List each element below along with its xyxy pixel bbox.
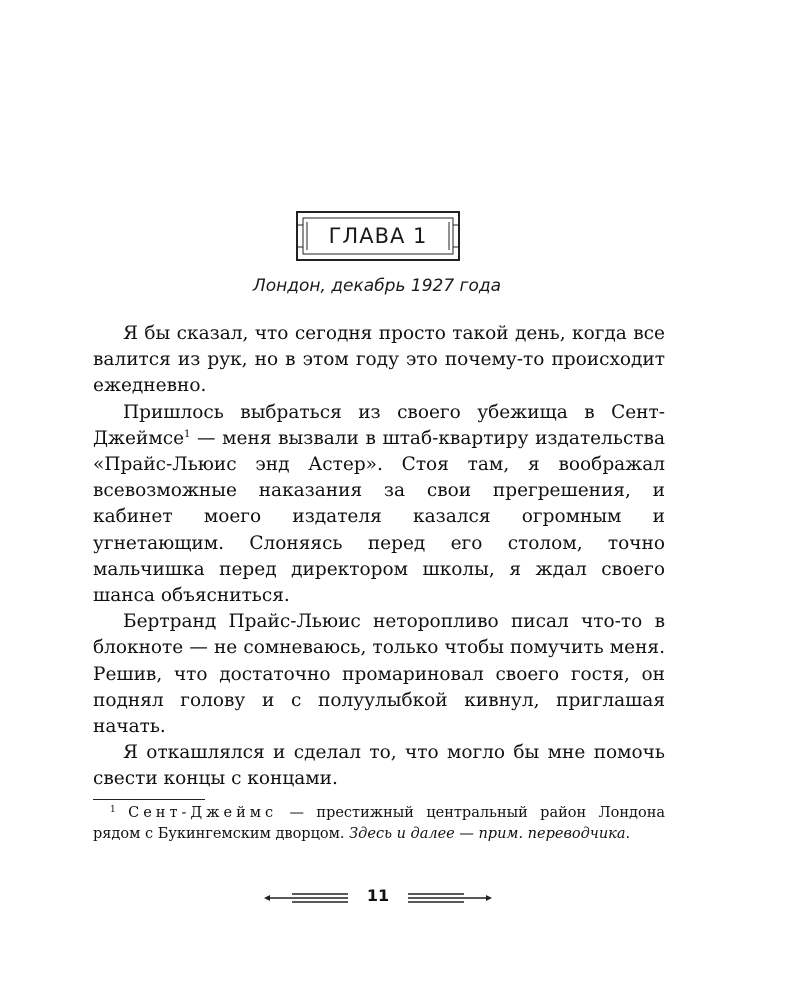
chapter-heading-frame — [296, 211, 460, 261]
footnote-translator-note: Здесь и далее — прим. переводчика — [349, 826, 626, 842]
paragraph: Я откашлялся и сделал то, что могло бы мне помочь свести концы с концами. — [93, 742, 665, 790]
body-text — [93, 321, 665, 793]
footnote: $^1$ Сент-Джеймс — престижный центральный район Лондона рядом с Букингемским дворцом. Здесь и далее — прим. переводчика. — [93, 805, 665, 842]
paragraph: Я бы сказал, что сегодня просто такой день, когда все валится из рук, но в этом году это почему-то происходит ежедневно. — [93, 323, 665, 397]
paragraph: Бертранд Прайс-Льюис неторопливо писал что-то в блокноте — не сомневаюсь, только чтобы помучить меня. Решив, что достаточно промариновал своего гостя, он поднял голову и с полуулыбкой кивнул, приглашая начать. — [93, 611, 665, 738]
paragraph: Пришлось выбраться из своего убежища в Сент-Джеймсе$^1$ — меня вызвали в штаб-квартиру издательства «Прайс-Льюис энд Астер». Стоя там, я воображал всевозможные наказания за свои прегрешения, и кабинет моего издателя казался огромным и угнетающим. Слоняясь перед его столом, точно мальчишка перед директором школы, я ждал своего шанса объясниться. — [93, 401, 665, 607]
footnote-text: — престижный центральный район Лондона рядом с Букингемским дворцом. — [93, 805, 665, 842]
footnote-divider — [93, 799, 205, 800]
footnote-reference[interactable]: 1 — [184, 428, 191, 440]
page-number: 11 — [366, 886, 390, 905]
left-ornament-icon — [262, 890, 350, 906]
chapter-subtitle: Лондон, декабрь 1927 года — [252, 276, 502, 296]
footnote-term: Сент-Джеймс — [128, 805, 278, 821]
footnote-number: 1 — [110, 805, 116, 815]
right-ornament-icon — [406, 890, 494, 906]
chapter-title: ГЛАВА 1 — [328, 224, 428, 248]
